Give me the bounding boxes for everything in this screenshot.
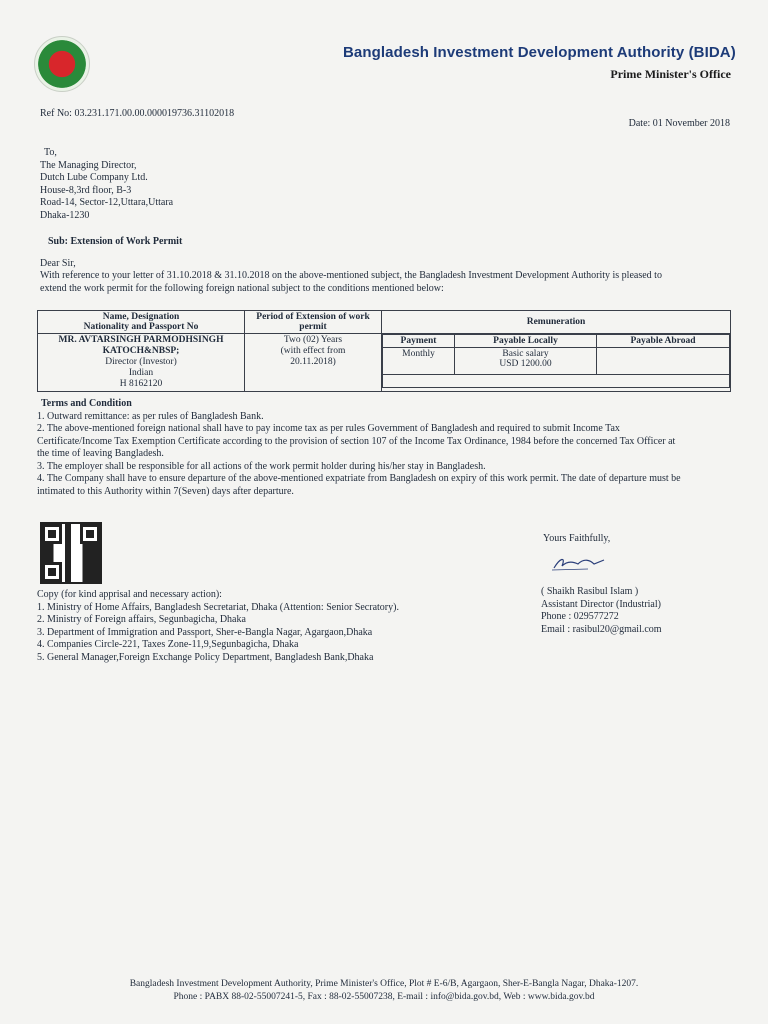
address-line: Road-14, Sector-12,Uttara,Uttara <box>40 197 174 208</box>
address-line: House-8,3rd floor, B-3 <box>40 184 132 196</box>
subheader-payable-locally: Payable Locally <box>455 335 597 348</box>
remuneration-subtable <box>382 334 730 388</box>
cell-payable-abroad <box>597 348 730 375</box>
office-name: Prime Minister's Office <box>610 67 731 81</box>
org-name: Bangladesh Investment Development Authority (BIDA) <box>343 44 736 61</box>
term-item: 1. Outward remittance: as per rules of Bangladesh Bank. <box>37 410 264 422</box>
signatory-block <box>541 586 662 636</box>
signatory-email: Email : rasibul20@gmail.com <box>541 623 662 635</box>
copy-item: 5. General Manager,Foreign Exchange Policy Department, Bangladesh Bank,Dhaka <box>37 651 374 663</box>
copy-list <box>37 589 527 664</box>
column-header-remuneration: Remuneration <box>382 311 731 334</box>
address-line: The Managing Director, <box>40 159 137 171</box>
signatory-name: ( Shaikh Rasibul Islam ) <box>541 586 639 597</box>
work-permit-table <box>37 310 731 392</box>
copy-item: 3. Department of Immigration and Passport, Sher-e-Bangla Nagar, Agargaon,Dhaka <box>37 626 373 638</box>
letter-date: Date: 01 November 2018 <box>628 118 730 129</box>
term-item: 3. The employer shall be responsible for all actions of the work permit holder during his/her stay in Bangladesh. <box>37 460 486 472</box>
signatory-phone: Phone : 029577272 <box>541 611 619 622</box>
terms-heading: Terms and Condition <box>41 398 132 409</box>
copy-item: 2. Ministry of Foreign affairs, Segunbagicha, Dhaka <box>37 614 246 625</box>
signatory-title: Assistant Director (Industrial) <box>541 598 661 610</box>
cell-period: Two (02) Years (with effect from 20.11.2018) <box>245 334 382 392</box>
column-header-period: Period of Extension of work permit <box>245 311 382 334</box>
cell-remuneration <box>382 334 731 392</box>
recipient-address <box>40 147 173 222</box>
term-item: 4. The Company shall have to ensure departure of the above-mentioned expatriate from Bangladesh on expiry of this work permit. The date of departure must be <box>37 473 681 484</box>
column-header-name: Name, Designation Nationality and Passport No <box>38 311 245 334</box>
body-line: extend the work permit for the following foreign national subject to the conditions mentioned below: <box>40 282 444 294</box>
empty-row <box>383 375 730 388</box>
footer-contact: Phone : PABX 88-02-55007241-5, Fax : 88-02-55007238, E-mail : info@bida.gov.bd, Web : www.bida.gov.bd <box>173 991 595 1002</box>
cell-payable-locally: Basic salary USD 1200.00 <box>455 348 597 375</box>
address-line: Dhaka-1230 <box>40 209 90 221</box>
copy-item: 1. Ministry of Home Affairs, Bangladesh Secretariat, Dhaka (Attention: Senior Secratory). <box>37 601 399 613</box>
cell-payment: Monthly <box>383 348 455 375</box>
body-paragraph <box>40 270 740 295</box>
signature-icon <box>548 552 608 574</box>
footer <box>0 978 768 1003</box>
address-line: To, <box>44 147 57 158</box>
bida-logo-icon <box>34 36 90 92</box>
subject-line: Sub: Extension of Work Permit <box>48 236 183 247</box>
copy-item: 4. Companies Circle-221, Taxes Zone-11,9,Segunbagicha, Dhaka <box>37 639 299 650</box>
address-line: Dutch Lube Company Ltd. <box>40 172 148 183</box>
closing: Yours Faithfully, <box>543 533 611 544</box>
subheader-payment: Payment <box>383 335 455 348</box>
body-line: With reference to your letter of 31.10.2018 & 31.10.2018 on the above-mentioned subject, the Bangladesh Investment Development Authority is pleased to <box>40 270 662 281</box>
terms-section <box>37 398 737 498</box>
footer-address: Bangladesh Investment Development Authority, Prime Minister's Office, Plot # E-6/B, Agargaon, Sher-E-Bangla Nagar, Dhaka-1207. <box>129 979 639 989</box>
cell-person: MR. AVTARSINGH PARMODHSINGH KATOCH&NBSP; Director (Investor) Indian H 8162120 <box>38 334 245 392</box>
reference-number: Ref No: 03.231.171.00.00.000019736.31102018 <box>40 108 235 119</box>
term-item-cont: the time of leaving Bangladesh. <box>37 448 164 459</box>
term-item-cont: intimated to this Authority within 7(Seven) days after departure. <box>37 485 294 497</box>
subheader-payable-abroad: Payable Abroad <box>597 335 730 348</box>
term-item: 2. The above-mentioned foreign national shall have to pay income tax as per rules Government of Bangladesh and required to submit Income Tax <box>37 423 620 434</box>
term-item-cont: Certificate/Income Tax Exemption Certificate according to the provision of section 107 of the Income Tax Ordinance, 1984 before the concerned Tax Officer at <box>37 435 676 447</box>
qr-code-icon <box>40 522 102 584</box>
copy-heading: Copy (for kind apprisal and necessary action): <box>37 589 222 600</box>
salutation: Dear Sir, <box>40 258 76 269</box>
